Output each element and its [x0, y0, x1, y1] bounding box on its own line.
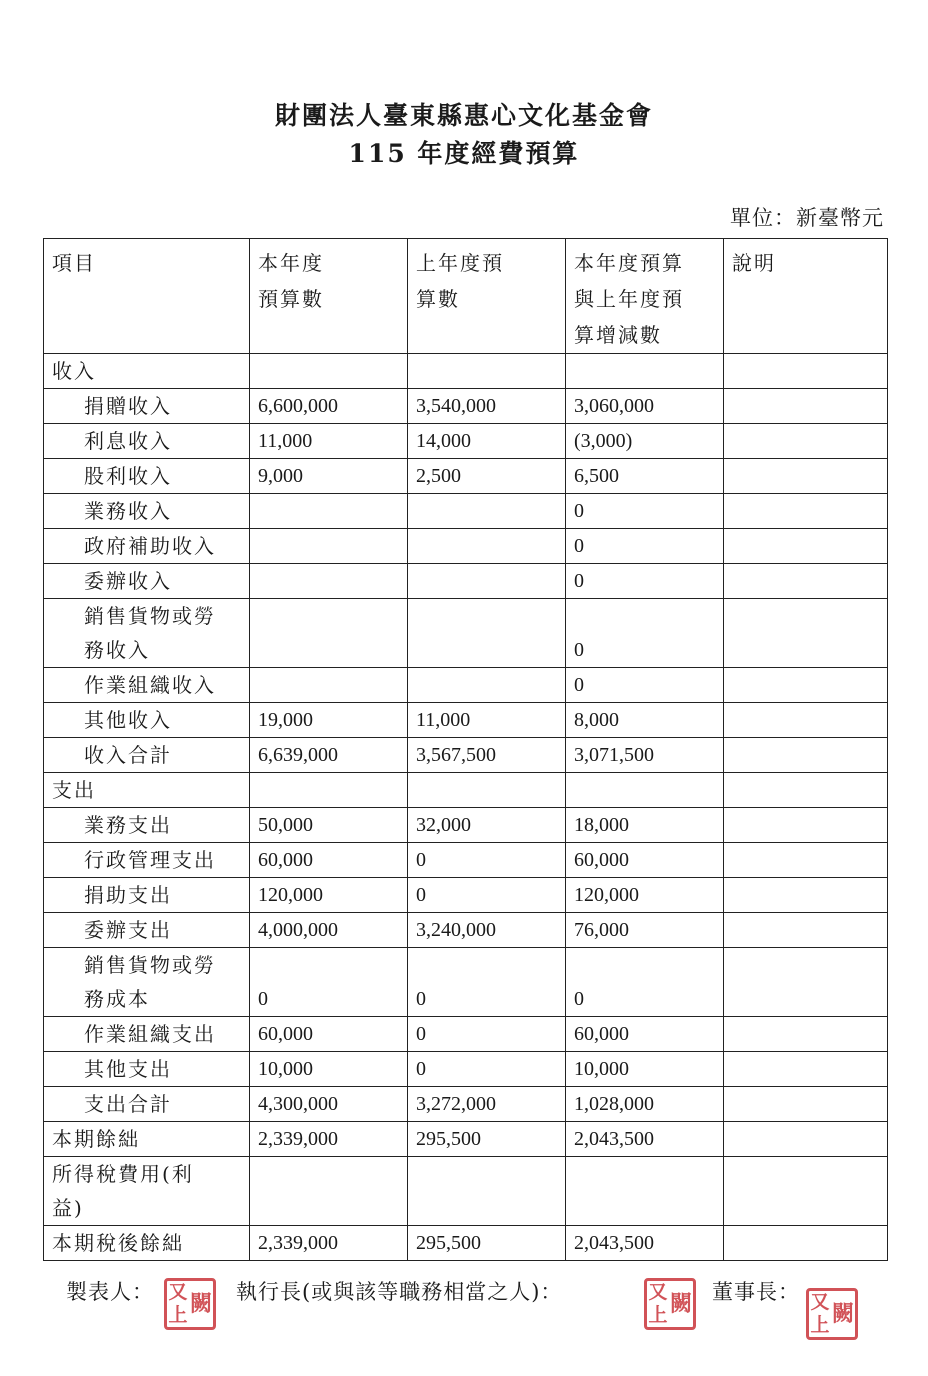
cell-difference: 0 [566, 494, 724, 529]
row-label: 委辦收入 [44, 564, 250, 599]
cell-remarks [724, 1122, 888, 1157]
table-row [44, 389, 888, 424]
row-label: 利息收入 [44, 424, 250, 459]
header-cell-difference: 本年度預算 與上年度預 算增減數 [566, 239, 724, 354]
cell-remarks [724, 738, 888, 773]
cell-difference: 0 [566, 599, 724, 668]
cell-difference [566, 1157, 724, 1226]
cell-current-budget: 2,339,000 [250, 1226, 408, 1261]
ceo-label: 執行長(或與該等職務相當之人)： [236, 1280, 563, 1304]
budget-table [43, 238, 888, 1261]
cell-difference [566, 773, 724, 808]
row-label: 支出 [44, 773, 250, 808]
cell-current-budget [250, 599, 408, 668]
cell-difference: 10,000 [566, 1052, 724, 1087]
cell-previous-budget [408, 773, 566, 808]
cell-difference: 0 [566, 564, 724, 599]
cell-current-budget: 60,000 [250, 1017, 408, 1052]
preparer-label: 製表人： [66, 1280, 154, 1304]
cell-difference: 2,043,500 [566, 1226, 724, 1261]
row-label: 委辦支出 [44, 913, 250, 948]
row-label: 銷售貨物或勞 務成本 [44, 948, 250, 1017]
cell-current-budget: 4,300,000 [250, 1087, 408, 1122]
cell-previous-budget [408, 354, 566, 389]
cell-difference [566, 354, 724, 389]
cell-previous-budget: 3,272,000 [408, 1087, 566, 1122]
row-label: 股利收入 [44, 459, 250, 494]
cell-difference: (3,000) [566, 424, 724, 459]
table-row [44, 913, 888, 948]
cell-difference: 76,000 [566, 913, 724, 948]
table-row [44, 459, 888, 494]
header-cell-previous-budget: 上年度預 算數 [408, 239, 566, 354]
cell-current-budget [250, 494, 408, 529]
cell-remarks [724, 773, 888, 808]
cell-current-budget: 50,000 [250, 808, 408, 843]
cell-difference: 60,000 [566, 843, 724, 878]
cell-remarks [724, 529, 888, 564]
cell-current-budget: 2,339,000 [250, 1122, 408, 1157]
cell-current-budget [250, 354, 408, 389]
row-label: 所得稅費用(利 益) [44, 1157, 250, 1226]
cell-difference: 0 [566, 529, 724, 564]
table-row [44, 424, 888, 459]
row-label: 本期稅後餘絀 [44, 1226, 250, 1261]
row-label: 作業組織支出 [44, 1017, 250, 1052]
cell-remarks [724, 599, 888, 668]
row-label: 銷售貨物或勞 務收入 [44, 599, 250, 668]
table-row [44, 808, 888, 843]
row-label: 作業組織收入 [44, 668, 250, 703]
table-row [44, 599, 888, 668]
cell-previous-budget [408, 564, 566, 599]
cell-previous-budget: 295,500 [408, 1122, 566, 1157]
table-row [44, 1017, 888, 1052]
cell-remarks [724, 564, 888, 599]
row-label: 收入合計 [44, 738, 250, 773]
cell-remarks [724, 1087, 888, 1122]
row-label: 捐助支出 [44, 878, 250, 913]
row-label: 捐贈收入 [44, 389, 250, 424]
row-label: 其他支出 [44, 1052, 250, 1087]
cell-remarks [724, 424, 888, 459]
chairman-seal-stamp: 又 上 闕 [806, 1288, 858, 1340]
cell-difference: 0 [566, 668, 724, 703]
cell-difference: 120,000 [566, 878, 724, 913]
table-row [44, 529, 888, 564]
table-row [44, 668, 888, 703]
cell-remarks [724, 878, 888, 913]
signature-footer [66, 1272, 906, 1352]
cell-remarks [724, 1226, 888, 1261]
cell-previous-budget: 0 [408, 878, 566, 913]
cell-remarks [724, 703, 888, 738]
currency-unit: 單位：新臺幣元 [730, 206, 884, 230]
cell-previous-budget: 32,000 [408, 808, 566, 843]
cell-remarks [724, 843, 888, 878]
cell-difference: 6,500 [566, 459, 724, 494]
table-row [44, 948, 888, 1017]
cell-current-budget: 60,000 [250, 843, 408, 878]
header-cell-current-budget: 本年度 預算數 [250, 239, 408, 354]
cell-current-budget: 0 [250, 948, 408, 1017]
cell-remarks [724, 1017, 888, 1052]
cell-remarks [724, 948, 888, 1017]
table-row [44, 878, 888, 913]
table-row [44, 703, 888, 738]
cell-current-budget: 9,000 [250, 459, 408, 494]
cell-previous-budget: 3,567,500 [408, 738, 566, 773]
cell-previous-budget: 14,000 [408, 424, 566, 459]
row-label: 業務收入 [44, 494, 250, 529]
table-row [44, 1226, 888, 1261]
cell-difference: 3,071,500 [566, 738, 724, 773]
cell-remarks [724, 1157, 888, 1226]
cell-previous-budget: 2,500 [408, 459, 566, 494]
cell-previous-budget [408, 494, 566, 529]
table-row [44, 738, 888, 773]
cell-current-budget: 120,000 [250, 878, 408, 913]
cell-current-budget: 11,000 [250, 424, 408, 459]
row-label: 業務支出 [44, 808, 250, 843]
cell-remarks [724, 354, 888, 389]
cell-previous-budget [408, 1157, 566, 1226]
ceo-seal-stamp: 又 上 闕 [644, 1278, 696, 1330]
table-row [44, 773, 888, 808]
table-row [44, 354, 888, 389]
cell-current-budget [250, 773, 408, 808]
row-label: 行政管理支出 [44, 843, 250, 878]
cell-previous-budget: 0 [408, 843, 566, 878]
document-subtitle: 115 年度經費預算 [348, 139, 580, 168]
table-row [44, 1087, 888, 1122]
cell-current-budget [250, 1157, 408, 1226]
table-row [44, 1122, 888, 1157]
table-row [44, 564, 888, 599]
table-header-row [44, 239, 888, 354]
cell-remarks [724, 389, 888, 424]
cell-remarks [724, 808, 888, 843]
cell-previous-budget: 3,240,000 [408, 913, 566, 948]
cell-current-budget [250, 564, 408, 599]
cell-current-budget: 6,600,000 [250, 389, 408, 424]
row-label: 本期餘絀 [44, 1122, 250, 1157]
header-cell-item: 項目 [44, 239, 250, 354]
cell-previous-budget: 11,000 [408, 703, 566, 738]
cell-difference: 1,028,000 [566, 1087, 724, 1122]
cell-current-budget: 4,000,000 [250, 913, 408, 948]
cell-difference: 0 [566, 948, 724, 1017]
cell-difference: 3,060,000 [566, 389, 724, 424]
table-row [44, 1052, 888, 1087]
cell-previous-budget: 0 [408, 1017, 566, 1052]
cell-previous-budget [408, 599, 566, 668]
cell-current-budget: 19,000 [250, 703, 408, 738]
cell-difference: 8,000 [566, 703, 724, 738]
document-title: 財團法人臺東縣惠心文化基金會 [274, 101, 653, 130]
cell-previous-budget [408, 529, 566, 564]
table-row [44, 494, 888, 529]
row-label: 收入 [44, 354, 250, 389]
row-label: 支出合計 [44, 1087, 250, 1122]
cell-current-budget: 10,000 [250, 1052, 408, 1087]
cell-current-budget: 6,639,000 [250, 738, 408, 773]
table-row [44, 1157, 888, 1226]
cell-previous-budget: 3,540,000 [408, 389, 566, 424]
cell-previous-budget: 295,500 [408, 1226, 566, 1261]
cell-difference: 60,000 [566, 1017, 724, 1052]
cell-current-budget [250, 668, 408, 703]
cell-difference: 2,043,500 [566, 1122, 724, 1157]
row-label: 其他收入 [44, 703, 250, 738]
cell-remarks [724, 668, 888, 703]
cell-previous-budget: 0 [408, 1052, 566, 1087]
header-cell-remarks: 說明 [724, 239, 888, 354]
cell-remarks [724, 494, 888, 529]
cell-current-budget [250, 529, 408, 564]
chairman-label: 董事長： [712, 1280, 800, 1304]
cell-remarks [724, 913, 888, 948]
cell-difference: 18,000 [566, 808, 724, 843]
table-row [44, 843, 888, 878]
cell-previous-budget: 0 [408, 948, 566, 1017]
cell-previous-budget [408, 668, 566, 703]
preparer-seal-stamp: 又 上 闕 [164, 1278, 216, 1330]
row-label: 政府補助收入 [44, 529, 250, 564]
cell-remarks [724, 1052, 888, 1087]
cell-remarks [724, 459, 888, 494]
